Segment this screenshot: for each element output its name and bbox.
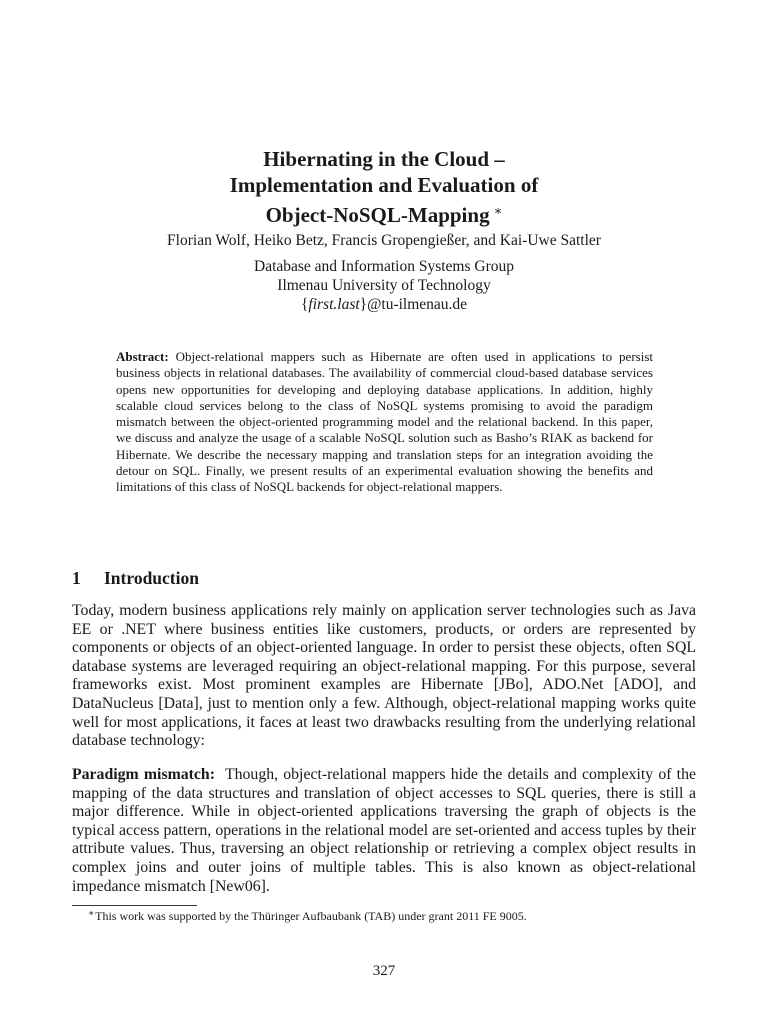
section-title: Introduction (104, 568, 199, 588)
footnote (88, 906, 527, 924)
author-list: Florian Wolf, Heiko Betz, Francis Gropengießer, and Kai-Uwe Sattler (167, 232, 601, 249)
footnote-text: This work was supported by the Thüringer Aufbaubank (TAB) under grant 2011 FE 9005. (95, 909, 527, 923)
affiliation-group: Database and Information Systems Group (254, 258, 514, 275)
abstract (116, 349, 653, 496)
paper-title (0, 146, 768, 228)
abstract-text: Object-relational mappers such as Hibernate are often used in applications to persist business objects in relational databases. The availability of commercial cloud-based database services opens new opportunities for developing and deploying database applications. In addition, highly scalable cloud services belong to the class of NoSQL systems promising to avoid the paradigm mismatch between the object-oriented programming model and the relational backend. In this paper, we discuss and analyze the usage of a scalable NoSQL solution such as Basho’s RIAK as backend for Hibernate. We describe the necessary mapping and translation steps for an integration avoiding the detour on SQL. Finally, we present results of an experimental evaluation showing the benefits and limitations of this class of NoSQL backends for object-relational mappers. (116, 349, 653, 495)
affiliation-university: Ilmenau University of Technology (277, 277, 491, 294)
page-number: 327 (372, 963, 396, 979)
email-placeholder: first.last (308, 296, 360, 313)
affiliation-email (0, 295, 768, 314)
abstract-label: Abstract: (116, 349, 169, 364)
footnote-marker: ∗ (88, 908, 95, 918)
intro-paragraph: Today, modern business applications rely mainly on application server technologies such as Java EE or .NET where business entities like customers, products, or orders are represented by components or objects of an object-oriented language. In order to persist these objects, often SQL database systems are leveraged requiring an object-relational mapping. For this purpose, several frameworks exist. Most prominent examples are Hibernate [JBo], ADO.Net [ADO], and DataNucleus [Data], just to mention only a few. Although, object-relational mapping works quite well for most applications, it faces at least two drawbacks resulting from the underlying relational database technology: (72, 602, 696, 750)
title-line-3 (0, 198, 768, 228)
email-domain: }@tu-ilmenau.de (359, 296, 468, 313)
title-line-1: Hibernating in the Cloud – (263, 147, 505, 171)
paradigm-mismatch-paragraph (72, 766, 696, 896)
title-line-2: Implementation and Evaluation of (229, 173, 539, 197)
title-footnote-marker[interactable]: ∗ (493, 203, 503, 218)
section-number: 1 (72, 568, 81, 588)
paradigm-mismatch-text: Though, object-relational mappers hide the details and complexity of the mapping of the data structures and translation of object accesses to SQL queries, there is still a major difference. While in object-oriented applications traversing the graph of objects is the typical access pattern, operations in the relational model are set-oriented and access tuples by their attribute values. Thus, traversing an object relationship or retrieving a complex object results in complex joins and outer joins of multiple tables. This is also known as object-relational impedance mismatch [New06]. (72, 766, 696, 895)
title-line-3-text: Object-NoSQL-Mapping (265, 203, 490, 227)
affiliation (0, 257, 768, 314)
email-open-brace: { (300, 296, 309, 313)
section-heading (72, 567, 199, 589)
paradigm-mismatch-label: Paradigm mismatch: (72, 766, 215, 783)
